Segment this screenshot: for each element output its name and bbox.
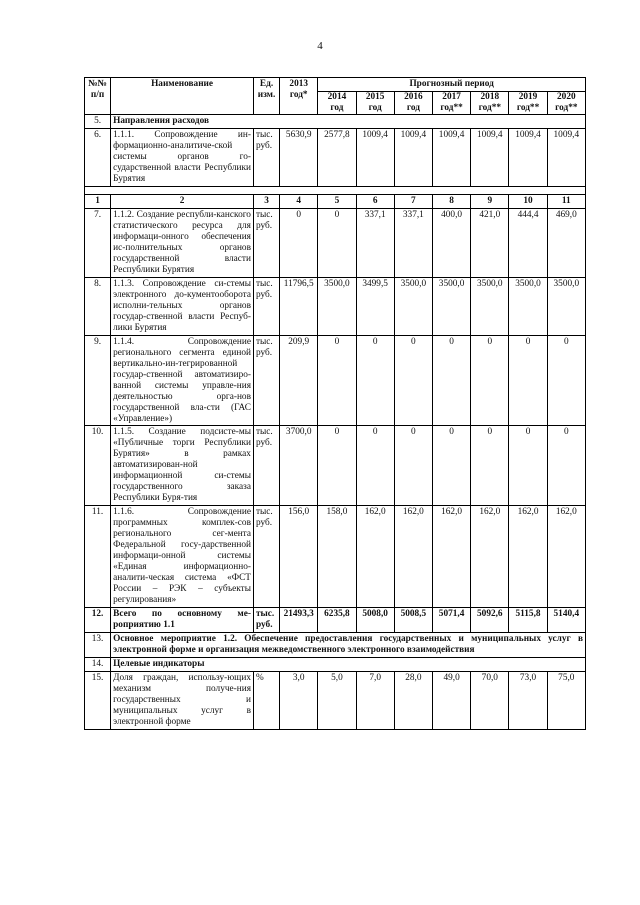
row-num: 12. xyxy=(85,607,111,632)
row-value: 73,0 xyxy=(509,671,547,729)
row-name: 1.1.1. Сопровождение ин-формационно-аналитиче-ской системы органов го-сударственной власти Республики Бурятия xyxy=(111,129,254,187)
header-unit-text: Ед. изм. xyxy=(257,79,276,100)
row-value: 400,0 xyxy=(432,209,470,278)
row-value: 49,0 xyxy=(432,671,470,729)
row-value: 6235,8 xyxy=(318,607,356,632)
section-title: Основное мероприятие 1.2. Обеспечение предоставления государственных и муниципальных услуг в электронной форме и организация межведомственного электронного взаимодействия xyxy=(111,632,586,657)
column-number: 1 xyxy=(85,195,111,209)
row-value: 469,0 xyxy=(547,209,585,278)
row-value: 156,0 xyxy=(280,506,318,608)
row-name: Доля граждан, использу-ющих механизм получе-ния государственных и муниципальных услуг в электронной форме xyxy=(111,671,254,729)
header-year-text: 2020 год** xyxy=(555,91,578,114)
row-value: 0 xyxy=(547,426,585,506)
header-2013-text: 2013 год* xyxy=(289,79,309,100)
column-number-row xyxy=(85,195,586,209)
row-value: 209,9 xyxy=(280,335,318,426)
row-value: 5,0 xyxy=(318,671,356,729)
row-num: 5. xyxy=(85,115,111,129)
row-value: 162,0 xyxy=(394,506,432,608)
row-value: 3500,0 xyxy=(432,277,470,335)
row-value: 162,0 xyxy=(509,506,547,608)
header-year xyxy=(432,91,470,114)
row-value: 0 xyxy=(356,426,394,506)
row-value: 0 xyxy=(509,335,547,426)
budget-table xyxy=(84,77,586,730)
row-value: 7,0 xyxy=(356,671,394,729)
header-num-text: №№ п/п xyxy=(88,79,107,100)
column-number: 4 xyxy=(280,195,318,209)
row-unit: тыс. руб. xyxy=(253,607,279,632)
row-value: 1009,4 xyxy=(547,129,585,187)
header-row-1 xyxy=(85,78,586,92)
header-year-text: 2019 год** xyxy=(516,91,540,114)
row-num: 6. xyxy=(85,129,111,187)
row-value: 1009,4 xyxy=(432,129,470,187)
row-value: 5115,8 xyxy=(509,607,547,632)
header-unit xyxy=(253,78,279,115)
row-value: 1009,4 xyxy=(356,129,394,187)
row-value: 28,0 xyxy=(394,671,432,729)
row-value: 5092,6 xyxy=(471,607,509,632)
row-num: 15. xyxy=(85,671,111,729)
header-year-text: 2014 год xyxy=(327,91,347,114)
header-year xyxy=(471,91,509,114)
table-row xyxy=(85,426,586,506)
row-value: 3500,0 xyxy=(318,277,356,335)
column-number: 6 xyxy=(356,195,394,209)
row-value: 3499,5 xyxy=(356,277,394,335)
section-row xyxy=(85,632,586,657)
row-value: 1009,4 xyxy=(394,129,432,187)
page-number: 4 xyxy=(317,40,323,52)
row-value: 3500,0 xyxy=(471,277,509,335)
row-value: 0 xyxy=(318,209,356,278)
header-num xyxy=(85,78,111,115)
column-number: 10 xyxy=(509,195,547,209)
row-name: 1.1.2. Создание республи-канского статистического ресурса для информаци-онного обеспечения ис-полнительных органов государственной власти Республики Бурятия xyxy=(111,209,254,278)
row-value: 21493,3 xyxy=(280,607,318,632)
header-year-text: 2018 год** xyxy=(478,91,501,114)
header-year xyxy=(547,91,585,114)
row-value: 5008,5 xyxy=(394,607,432,632)
row-value: 0 xyxy=(432,426,470,506)
table-row xyxy=(85,671,586,729)
header-year xyxy=(356,91,394,114)
column-number: 8 xyxy=(432,195,470,209)
row-value: 5071,4 xyxy=(432,607,470,632)
row-value: 444,4 xyxy=(509,209,547,278)
column-number: 5 xyxy=(318,195,356,209)
row-value: 2577,8 xyxy=(318,129,356,187)
row-num: 14. xyxy=(85,657,111,671)
row-value: 162,0 xyxy=(356,506,394,608)
row-num: 10. xyxy=(85,426,111,506)
row-value: 75,0 xyxy=(547,671,585,729)
total-row xyxy=(85,607,586,632)
row-unit: тыс. руб. xyxy=(253,209,279,278)
section-row xyxy=(85,657,586,671)
table-spacer xyxy=(85,187,586,195)
row-num: 9. xyxy=(85,335,111,426)
row-num: 11. xyxy=(85,506,111,608)
row-value: 3500,0 xyxy=(509,277,547,335)
row-value: 3500,0 xyxy=(394,277,432,335)
row-name: 1.1.3. Сопровождение си-стемы электронного до-кументооборота исполни-тельных органов государ-ственной власти Респуб-лики Бурятия xyxy=(111,277,254,335)
column-number: 3 xyxy=(253,195,279,209)
row-unit: тыс. руб. xyxy=(253,129,279,187)
row-value: 0 xyxy=(471,426,509,506)
row-value: 0 xyxy=(318,335,356,426)
row-value: 421,0 xyxy=(471,209,509,278)
row-value: 158,0 xyxy=(318,506,356,608)
column-number: 9 xyxy=(471,195,509,209)
row-name: 1.1.5. Создание подсисте-мы «Публичные торги Республики Бурятия» в рамках автоматизирован-ной информационной си-стемы государственного заказа Республики Буря-тия xyxy=(111,426,254,506)
section-row xyxy=(85,115,586,129)
row-value: 162,0 xyxy=(432,506,470,608)
section-title: Направления расходов xyxy=(111,115,586,129)
header-year xyxy=(318,91,356,114)
header-name: Наименование xyxy=(111,78,254,115)
table-row xyxy=(85,277,586,335)
row-value: 162,0 xyxy=(547,506,585,608)
header-year-text: 2017 год** xyxy=(440,91,463,114)
column-number: 2 xyxy=(111,195,254,209)
spacer-cell xyxy=(85,187,586,195)
header-year-text: 2015 год xyxy=(365,91,385,114)
row-value: 0 xyxy=(394,426,432,506)
row-value: 337,1 xyxy=(394,209,432,278)
row-value: 11796,5 xyxy=(280,277,318,335)
header-year xyxy=(394,91,432,114)
row-name: 1.1.4. Сопровождение регионального сегмента единой вертикально-ин-тегрированной государ-ственной автоматизиро-ванной системы управле-ния деятельностью орга-нов государственной вла-сти (ГАС «Управление») xyxy=(111,335,254,426)
table-row xyxy=(85,209,586,278)
row-name: 1.1.6. Сопровождение программных комплек-сов регионального сег-мента Федеральной госу-дарственной информаци-онной системы «Единая информационно-аналити-ческая система «ФСТ России – РЭК – субъекты регулирования» xyxy=(111,506,254,608)
section-title: Целевые индикаторы xyxy=(111,657,586,671)
row-value: 3700,0 xyxy=(280,426,318,506)
row-unit: тыс. руб. xyxy=(253,506,279,608)
header-forecast: Прогнозный период xyxy=(318,78,586,92)
row-value: 0 xyxy=(318,426,356,506)
row-value: 5008,0 xyxy=(356,607,394,632)
row-value: 5630,9 xyxy=(280,129,318,187)
column-number: 7 xyxy=(394,195,432,209)
row-num: 8. xyxy=(85,277,111,335)
row-value: 0 xyxy=(547,335,585,426)
row-value: 337,1 xyxy=(356,209,394,278)
row-value: 0 xyxy=(356,335,394,426)
row-unit: тыс. руб. xyxy=(253,335,279,426)
table-row xyxy=(85,129,586,187)
row-value: 3500,0 xyxy=(547,277,585,335)
header-2013 xyxy=(280,78,318,115)
column-number: 11 xyxy=(547,195,585,209)
row-value: 0 xyxy=(471,335,509,426)
table-row xyxy=(85,335,586,426)
row-value: 0 xyxy=(280,209,318,278)
row-value: 70,0 xyxy=(471,671,509,729)
row-unit: тыс. руб. xyxy=(253,277,279,335)
row-value: 3,0 xyxy=(280,671,318,729)
row-value: 5140,4 xyxy=(547,607,585,632)
row-name: Всего по основному ме-роприятию 1.1 xyxy=(111,607,254,632)
row-num: 7. xyxy=(85,209,111,278)
table-row xyxy=(85,506,586,608)
row-unit: тыс. руб. xyxy=(253,426,279,506)
row-unit: % xyxy=(253,671,279,729)
row-value: 0 xyxy=(509,426,547,506)
row-value: 0 xyxy=(432,335,470,426)
row-value: 1009,4 xyxy=(509,129,547,187)
row-value: 0 xyxy=(394,335,432,426)
row-value: 1009,4 xyxy=(471,129,509,187)
header-year-text: 2016 год xyxy=(404,91,423,114)
row-num: 13. xyxy=(85,632,111,657)
header-year xyxy=(509,91,547,114)
row-value: 162,0 xyxy=(471,506,509,608)
